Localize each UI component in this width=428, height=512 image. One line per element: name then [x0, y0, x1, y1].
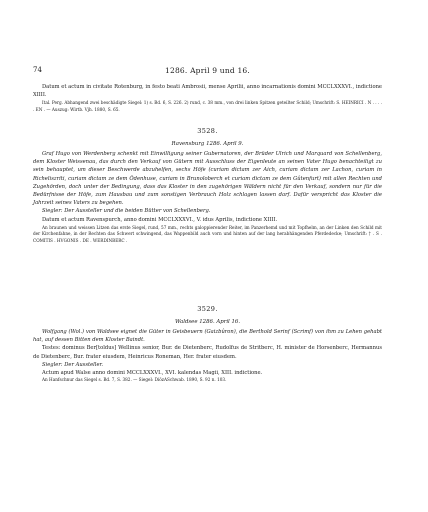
page-number: 74: [33, 66, 42, 74]
page-header: [33, 66, 382, 78]
entry-3529-number: 3529.: [197, 305, 218, 313]
entry-3529-place-date: Waldsee 1286. April 16.: [174, 319, 241, 325]
entry-3529-sealer: Siegler: Der Aussteller.: [42, 361, 104, 368]
entry-3528: [33, 127, 382, 244]
top-entry: [33, 83, 382, 113]
running-head: 1286. April 9 und 16.: [165, 66, 250, 75]
entry-3529-note: An Hanfschnur das Siegel s. Bd. 7, S. 382. — Siegel: DiözASchwab. 1890, S. 92 n. 103.: [42, 377, 227, 383]
entry-3528-sealer: Siegler: Der Aussteller und die beiden Bütter von Schellenberg.: [42, 208, 211, 215]
entry-3528-note: An braunen und weissen Litzen das erste Siegel, rund, 57 mm., rechts galoppierender Reiter, im Panzerhemd und mit Topfhelm, an der Linken den Schild mit der Kirchenfahne, in der Rechten das Schwert schwingend, das Wappenbild auch vorn und hinten auf der lang herabhängenden Pferdedecke; Umschrift: † . S . COMITIS . HVGONIS . DE . WERDINBERC .: [33, 224, 382, 243]
entry-3529: [33, 305, 382, 384]
top-entry-note: Ital. Perg. Abhangend zwei beschädigte Siegel: 1) s. Bd. 6, S. 226. 2) rund, c. 38 mm., von drei linken Spitzen geteilter Schild; Umschrift: S. HEINRICI . N . . . . . EN . — Auszug: Wirtb. Vjh. 1880, S. 65.: [33, 100, 382, 112]
entry-3529-summary: Wolfgang (Wol.) von Waldsee eignet die Güter in Geisbeuern (Gaizbûron), die Berthold Serinf (Scrimf) von ihm zu Lehen gehabt hat, auf dessen Bitten dem Kloster Baindt.: [33, 329, 382, 344]
top-entry-dating: Datum et actum in civitate Rotenburg, in festo beati Ambrosii, mense Aprilii, anno incarnationis domini MCCLXXXVI., indictione XIIII.: [33, 84, 382, 99]
entry-3528-summary: Graf Hugo von Werdenberg schenkt mit Einwilligung seiner Gubernatoren, der Brüder Ulrich und Marquard von Schellenberg, dem Kloster Weissenau, das durch den Verkauf von Gütern mit Ausschluss der Eigenleute an seinen Vater Hugo benachteiligt zu sein behauptet, um dieser Beschwerde abzuhelfen, sechs Höfe (curiam dictam zer Aich, curiam dictam zer Lachon, curiam in Richeliszriti, curiam dictam ze dem Ödenhuse, curiam in Brunoloberch et curiam dictam ze dem Gûtenfurt) mit allen Rechten und Zugehörden, doch unter der Bedingung, dass das Kloster in den zugehörigen Wäldern nicht für den Verkauf, sondern nur für die Bedürfnisse der Höfe, zum Hausbau und zum sonstigen Verbrauch Holz schlagen lassen darf. Dafür verspricht das Kloster die Jahrzeit seines Vaters zu begehen.: [33, 151, 382, 207]
entry-3528-place-date: Ravensburg 1286. April 9.: [171, 141, 244, 147]
entry-3529-witnesses: Testes: dominus Ber[toldus] Wellinus senior, Bur. de Dietenberc, Rudolfus de Stritberc, H. minister de Horsenberc, Hermannus de Dietenberc, Bur. frater eiusdem, Heinricus Roneman, Her. frater eiusdem.: [33, 345, 382, 360]
entry-3529-dating: Actum apud Walse anno domini MCCLXXXVI., XVI. kalendas Magii, XIII. indictione.: [42, 370, 263, 377]
entry-3528-dating: Datum et actum Ravenspurch, anno domini MCCLXXXVI., V. idus Aprilis, indictione XIIII.: [42, 216, 278, 223]
entry-3528-number: 3528.: [197, 127, 218, 135]
